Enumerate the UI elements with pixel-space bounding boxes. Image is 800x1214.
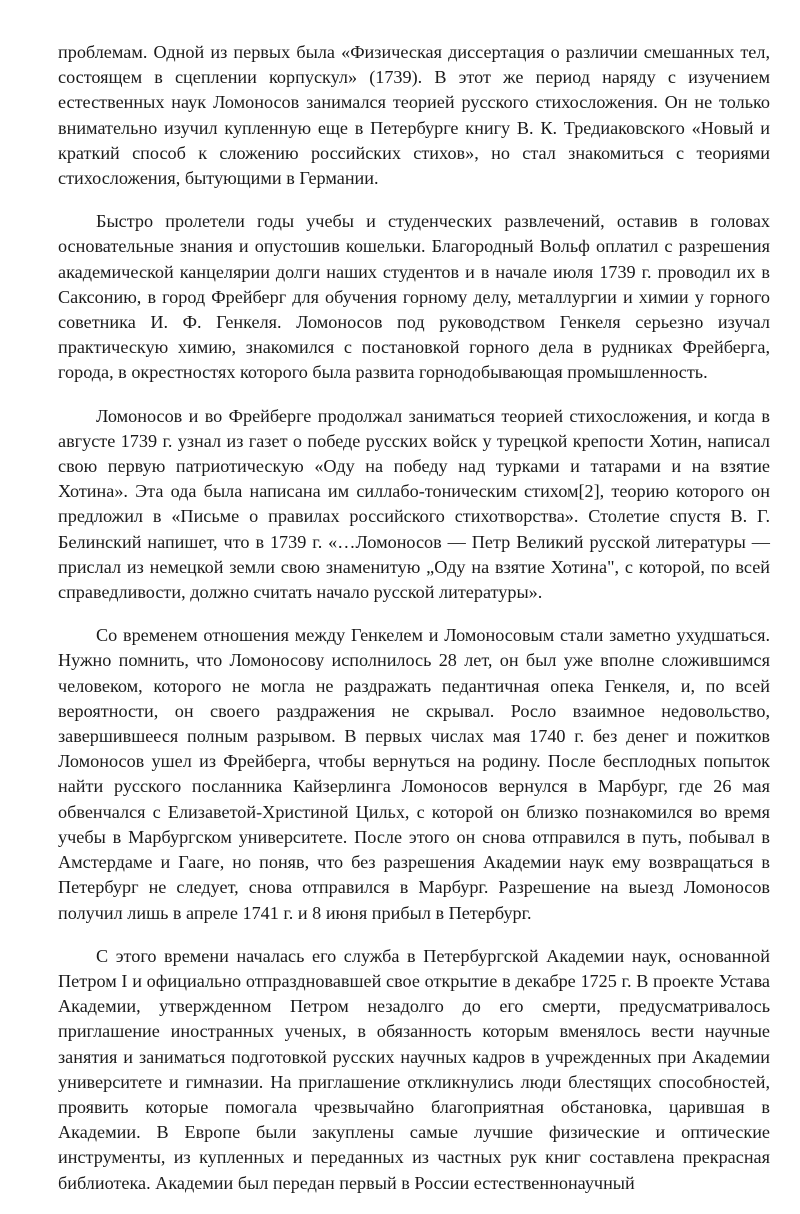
paragraph-5: С этого времени началась его служба в Петербургской Академии наук, основанной Петром I и официально отпраздновавшей свое открытие в декабре 1725 г. В проекте Устава Академии, утвержденном Петром незадолго до его смерти, предусматривалось приглашение иностранных ученых, в обязанность которым вменялось вести научные занятия и заниматься подготовкой русских научных кадров в учрежденных при Академии университете и гимназии. На приглашение откликнулись люди блестящих способностей, проявить которые помогала чрезвычайно благоприятная обстановка, царившая в Академии. В Европе были закуплены самые лучшие физические и оптические инструменты, из купленных и переданных из частных рук книг составлена прекрасная библиотека. Академии был передан первый в России естественнонаучный bbox=[58, 945, 770, 1193]
paragraph-3: Ломоносов и во Фрейберге продолжал заниматься теорией стихосложения, и когда в августе 1739 г. узнал из газет о победе русских войск у турецкой крепости Хотин, написал свою первую патриотическую «Оду на победу над турками и татарами и на взятие Хотина». Эта ода была написана им силлабо-тоническим стихом[2], теорию которого он предложил в «Письме о правилах российского стихотворства». Столетие спустя В. Г. Белинский напишет, что в 1739 г. «…Ломоносов — Петр Великий русской литературы — прислал из немецкой земли свою знаменитую „Оду на взятие Хотина", с которой, по всей справедливости, должно считать начало русской литературы». bbox=[58, 405, 770, 603]
paragraph-1: проблемам. Одной из первых была «Физическая диссертация о различии смешанных тел, состоящем в сцеплении корпускул» (1739). В этот же период наряду с изучением естественных наук Ломоносов занимался теорией русского стихосложения. Он не только внимательно изучил купленную еще в Петербурге книгу В. К. Тредиаковского «Новый и краткий способ к сложению российских стихов», но стал знакомиться с теориями стихосложения, бытующими в Германии. bbox=[58, 42, 770, 189]
paragraph-4: Со временем отношения между Генкелем и Ломоносовым стали заметно ухудшаться. Нужно помнить, что Ломоносову исполнилось 28 лет, он был уже вполне сложившимся человеком, которого не могла не раздражать педантичная опека Генкеля, и, по всей вероятности, он своего раздражения не скрывал. Росло взаимное недовольство, завершившееся полным разрывом. В первых числах мая 1740 г. без денег и пожитков Ломоносов ушел из Фрейберга, чтобы вернуться на родину. После бесплодных попыток найти русского посланника Кайзерлинга Ломоносов вернулся в Марбург, где 26 мая обвенчался с Елизаветой-Христиной Цильх, с которой он близко познакомился во время учебы в Марбургском университете. После этого он снова отправился в путь, побывал в Амстердаме и Гааге, но поняв, что без разрешения Академии наук ему возвращаться в Петербург не следует, снова отправился в Марбург. Разрешение на выезд Ломоносов получил лишь в апреле 1741 г. и 8 июня прибыл в Петербург. bbox=[58, 625, 770, 923]
paragraph-2: Быстро пролетели годы учебы и студенческих развлечений, оставив в головах основательные знания и опустошив кошельки. Благородный Вольф оплатил с разрешения академической канцелярии долги наших студентов и в начале июля 1739 г. проводил их в Саксонию, в город Фрейберг для обучения горному делу, металлургии и химии у горного советника И. Ф. Генкеля. Ломоносов под руководством Генкеля серьезно изучал практическую химию, знакомился с постановкой горного дела в рудниках Фрейберга, города, в окрестностях которого была развита горнодобывающая промышленность. bbox=[58, 211, 770, 383]
document-page bbox=[58, 40, 770, 1214]
